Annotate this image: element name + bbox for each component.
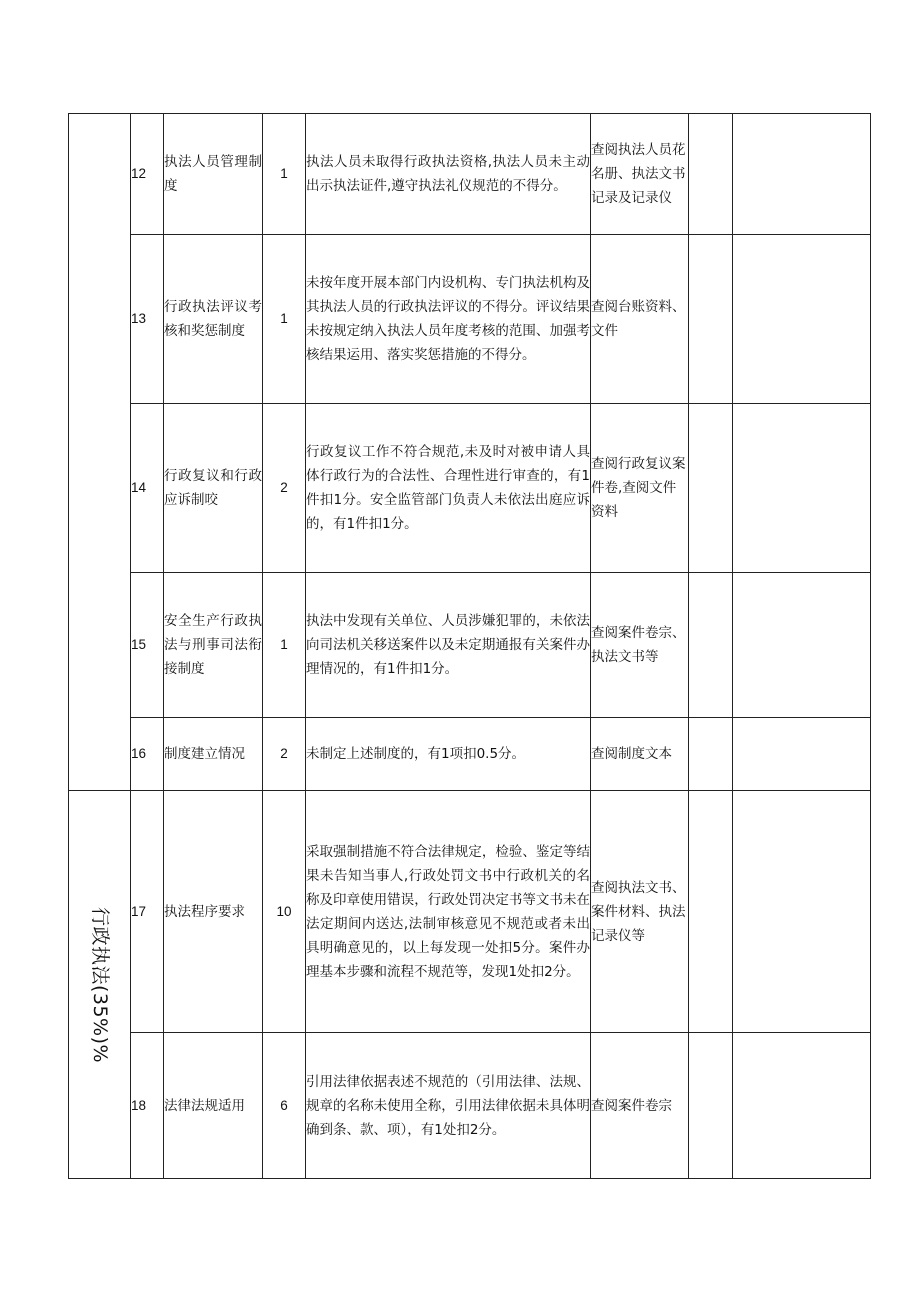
item-name: 执法程序要求 — [164, 791, 263, 1033]
check-method: 查阅案件卷宗 — [591, 1033, 689, 1179]
scoring-criteria: 执法中发现有关单位、人员涉嫌犯罪的，未依法向司法机关移送案件以及未定期通报有关案件办理情况的，有1件扣1分。 — [306, 573, 591, 718]
item-name: 执法人员管理制度 — [164, 114, 263, 235]
table-row — [69, 114, 871, 235]
row-number: 18 — [131, 1033, 164, 1179]
category-cell — [69, 791, 131, 1179]
blank-cell — [733, 404, 871, 573]
item-score: 2 — [263, 404, 306, 573]
item-score: 1 — [263, 235, 306, 404]
category-label: 行政执法(35%)% — [88, 906, 111, 1063]
category-cell-blank — [69, 114, 131, 791]
table-row — [69, 235, 871, 404]
item-score: 1 — [263, 114, 306, 235]
blank-cell — [733, 1033, 871, 1179]
item-name: 行政执法评议考核和奖惩制度 — [164, 235, 263, 404]
scoring-criteria: 行政复议工作不符合规范,未及时对被申请人具体行政行为的合法性、合理性进行审查的，有1件扣1分。安全监管部门负责人未依法出庭应诉的，有1件扣1分。 — [306, 404, 591, 573]
blank-cell — [733, 573, 871, 718]
table-row — [69, 404, 871, 573]
table-row — [69, 718, 871, 791]
blank-cell — [689, 1033, 733, 1179]
item-score: 2 — [263, 718, 306, 791]
blank-cell — [733, 718, 871, 791]
blank-cell — [689, 791, 733, 1033]
item-name: 行政复议和行政应诉制咬 — [164, 404, 263, 573]
check-method: 查阅台账资料、文件 — [591, 235, 689, 404]
scoring-criteria: 未制定上述制度的，有1项扣0.5分。 — [306, 718, 591, 791]
blank-cell — [689, 235, 733, 404]
table-row — [69, 791, 871, 1033]
scoring-criteria: 采取强制措施不符合法律规定，检验、鉴定等结果未告知当事人,行政处罚文书中行政机关的名称及印章使用错误，行政处罚决定书等文书未在法定期间内送达,法制审核意见不规范或者未出具明确意见的，以上每发现一处扣5分。案件办理基本步骤和流程不规范等，发现1处扣2分。 — [306, 791, 591, 1033]
check-method: 查阅执法人员花名册、执法文书记录及记录仪 — [591, 114, 689, 235]
blank-cell — [689, 404, 733, 573]
item-score: 6 — [263, 1033, 306, 1179]
check-method: 查阅行政复议案件卷,查阅文件资料 — [591, 404, 689, 573]
item-name: 安全生产行政执法与刑事司法衔接制度 — [164, 573, 263, 718]
check-method: 查阅案件卷宗、执法文书等 — [591, 573, 689, 718]
blank-cell — [733, 235, 871, 404]
item-score: 10 — [263, 791, 306, 1033]
row-number: 16 — [131, 718, 164, 791]
check-method: 查阅执法文书、案件材料、执法记录仪等 — [591, 791, 689, 1033]
blank-cell — [733, 114, 871, 235]
check-method: 查阅制度文本 — [591, 718, 689, 791]
table-row — [69, 1033, 871, 1179]
row-number: 15 — [131, 573, 164, 718]
row-number: 13 — [131, 235, 164, 404]
item-name: 法律法规适用 — [164, 1033, 263, 1179]
blank-cell — [689, 718, 733, 791]
scoring-criteria: 执法人员未取得行政执法资格,执法人员未主动出示执法证件,遵守执法礼仪规范的不得分。 — [306, 114, 591, 235]
blank-cell — [733, 791, 871, 1033]
blank-cell — [689, 573, 733, 718]
row-number: 17 — [131, 791, 164, 1033]
item-score: 1 — [263, 573, 306, 718]
row-number: 14 — [131, 404, 164, 573]
table-row — [69, 573, 871, 718]
scoring-criteria: 未按年度开展本部门内设机构、专门执法机构及其执法人员的行政执法评议的不得分。评议结果未按规定纳入执法人员年度考核的范围、加强考核结果运用、落实奖惩措施的不得分。 — [306, 235, 591, 404]
assessment-table — [68, 113, 871, 1179]
blank-cell — [689, 114, 733, 235]
scoring-criteria: 引用法律依据表述不规范的（引用法律、法规、规章的名称未使用全称，引用法律依据未具体明确到条、款、项），有1处扣2分。 — [306, 1033, 591, 1179]
row-number: 12 — [131, 114, 164, 235]
item-name: 制度建立情况 — [164, 718, 263, 791]
